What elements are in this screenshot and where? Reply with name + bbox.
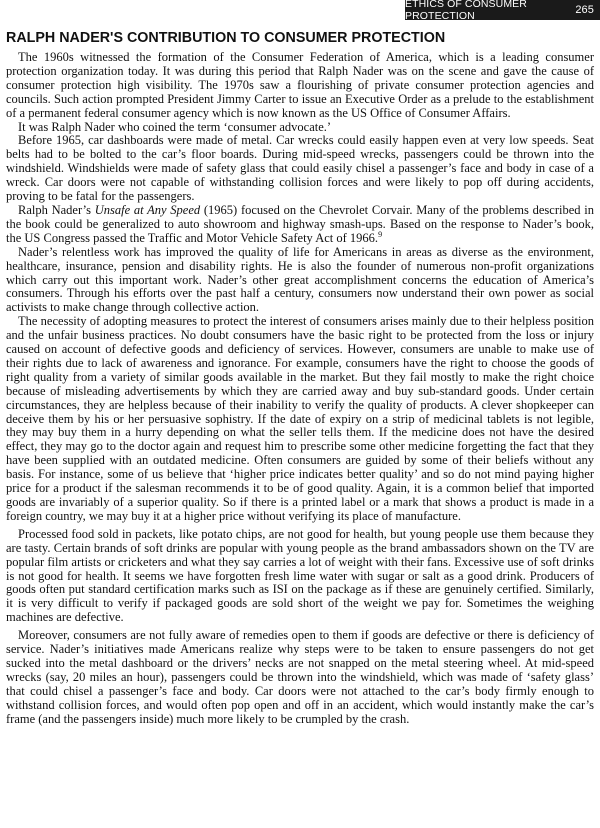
paragraph-4-rest: (1965) focused on the Chevrolet Corvair. Many of the problems described in the book could be generalized to auto showroom and highway smash-ups. Based on the response to Nader’s book, the US Congress passed the Traffic and Motor Vehicle Safety Act of 1966. [6,202,594,245]
paragraph-7: Processed food sold in packets, like potato chips, are not good for health, but young people use them because they are tasty. Certain brands of soft drinks are popular with young people as the brand ambassadors shown on the TV are popular film artists or cricketers and what they say carries a lot of weight with their fans. Excessive use of soft drinks is not good for health. It seems we have forgotten fresh lime water with sugar or salt as a good drink. Producers of goods often put standard certification marks such as ISI on the package as if these are genuinely certified. Similarly, it is very difficult to verify if packaged goods are sold short of the weight we pay for. Sometimes the weighing machines are defective. [6,526,594,625]
paragraph-1: The 1960s witnessed the formation of the Consumer Federation of America, which is a leading consumer protection organization today. It was during this period that Ralph Nader was on the scene and gave the cause of consumer protection high visibility. The 1970s saw a flourishing of private consumer protection agencies and councils. Such action prompted President Jimmy Carter to issue an Executive Order as a prelude to the establishment of a permanent federal consumer agency which is now known as the US Office of Consumer Affairs. [6,50,594,120]
footnote-marker: 9 [378,229,383,239]
paragraph-4 [6,204,594,246]
paragraph-3: Before 1965, car dashboards were made of metal. Car wrecks could easily happen even at very low speeds. Seat belts had to be bolted to the car’s floor boards. During mid-speed wrecks, passengers could be thrown into the windshield. Windshields were made of safety glass that could easily chisel a passenger’s face and body in case of a wreck. Car doors were not capable of withstanding collision forces and were likely to pop off during accidents, proving to be fatal for the passengers. [6,133,594,204]
running-header [405,0,600,20]
page-number: 265 [575,4,594,16]
article-body [6,51,594,727]
paragraph-4-lead: Ralph Nader’s [18,202,95,217]
paragraph-6: The necessity of adopting measures to protect the interest of consumers arises mainly due to their helpless position and the unfair business practices. No doubt consumers have the basic right to be protected from the loss or injury caused on account of defective goods and deficiency of services. However, consumers are unable to make use of their rights due to lack of awareness and ignorance. For example, consumers have the right to choose the goods of right quality from a variety of similar goods available in the market. But they fail mostly to make the right choice because of misleading advertisements by which they are carried away and buy sub-standard goods. Under certain circumstances, they are helpless because of their inability to verify the quality of products. A clever shopkeeper can deceive them by his or her persuasive sophistry. If the date of expiry on a strip of medicinal tablets is not legible, they may buy them in a hurry depending on what the seller tells them. If the medicine does not have the desired effect, they may go to the doctor again and request him to prescribe some other medicine forgetting the fact that they have been supplied with an outdated medicine. Often consumers are guided by some of their beliefs without any basis. For instance, some of us believe that ‘higher price indicates better quality’ and so do not mind paying higher price for a product if the salesman recommends it to be of good quality. Again, it is a common belief that imported goods are invariably of a superior quality. So if there is a printed label or a mark that shows a product is made in a foreign country, we may buy it at a higher price without verifying its place of manufacture. [6,314,594,523]
book-title: Unsafe at Any Speed [94,202,201,217]
section-title: RALPH NADER'S CONTRIBUTION TO CONSUMER PROTECTION [6,30,446,46]
paragraph-8: Moreover, consumers are not fully aware of remedies open to them if goods are defective or there is deficiency of service. Nader’s initiatives made Americans realize why steps were to be taken to ensure passengers do not get sucked into the metal dashboard or the drivers’ necks are not snapped on the metal steering wheel. At mid-speed wrecks (say, 20 miles an hour), passengers could be thrown into the windshield, which was made of ‘safety glass’ that could chisel a passenger’s face and body. Car doors were not attached to the car’s body firmly enough to withstand collision forces, and would often pop open and off in an accident, which would instantly make the car’s frame (and the passengers inside) much more likely to be crumpled by the crash. [6,628,594,726]
running-title: ETHICS OF CONSUMER PROTECTION [405,0,527,22]
paragraph-2: It was Ralph Nader who coined the term ‘consumer advocate.’ [18,119,332,134]
paragraph-5: Nader’s relentless work has improved the quality of life for Americans in areas as diverse as the environment, healthcare, insurance, pension and disability rights. He is also the founder of numerous non-profit organizations which carry out this important work. Nader’s other great accomplishment concerns the education of America’s consumers. Through his efforts over the past half a century, consumers now understand their own power as social activists to make change through collective action. [6,244,594,315]
